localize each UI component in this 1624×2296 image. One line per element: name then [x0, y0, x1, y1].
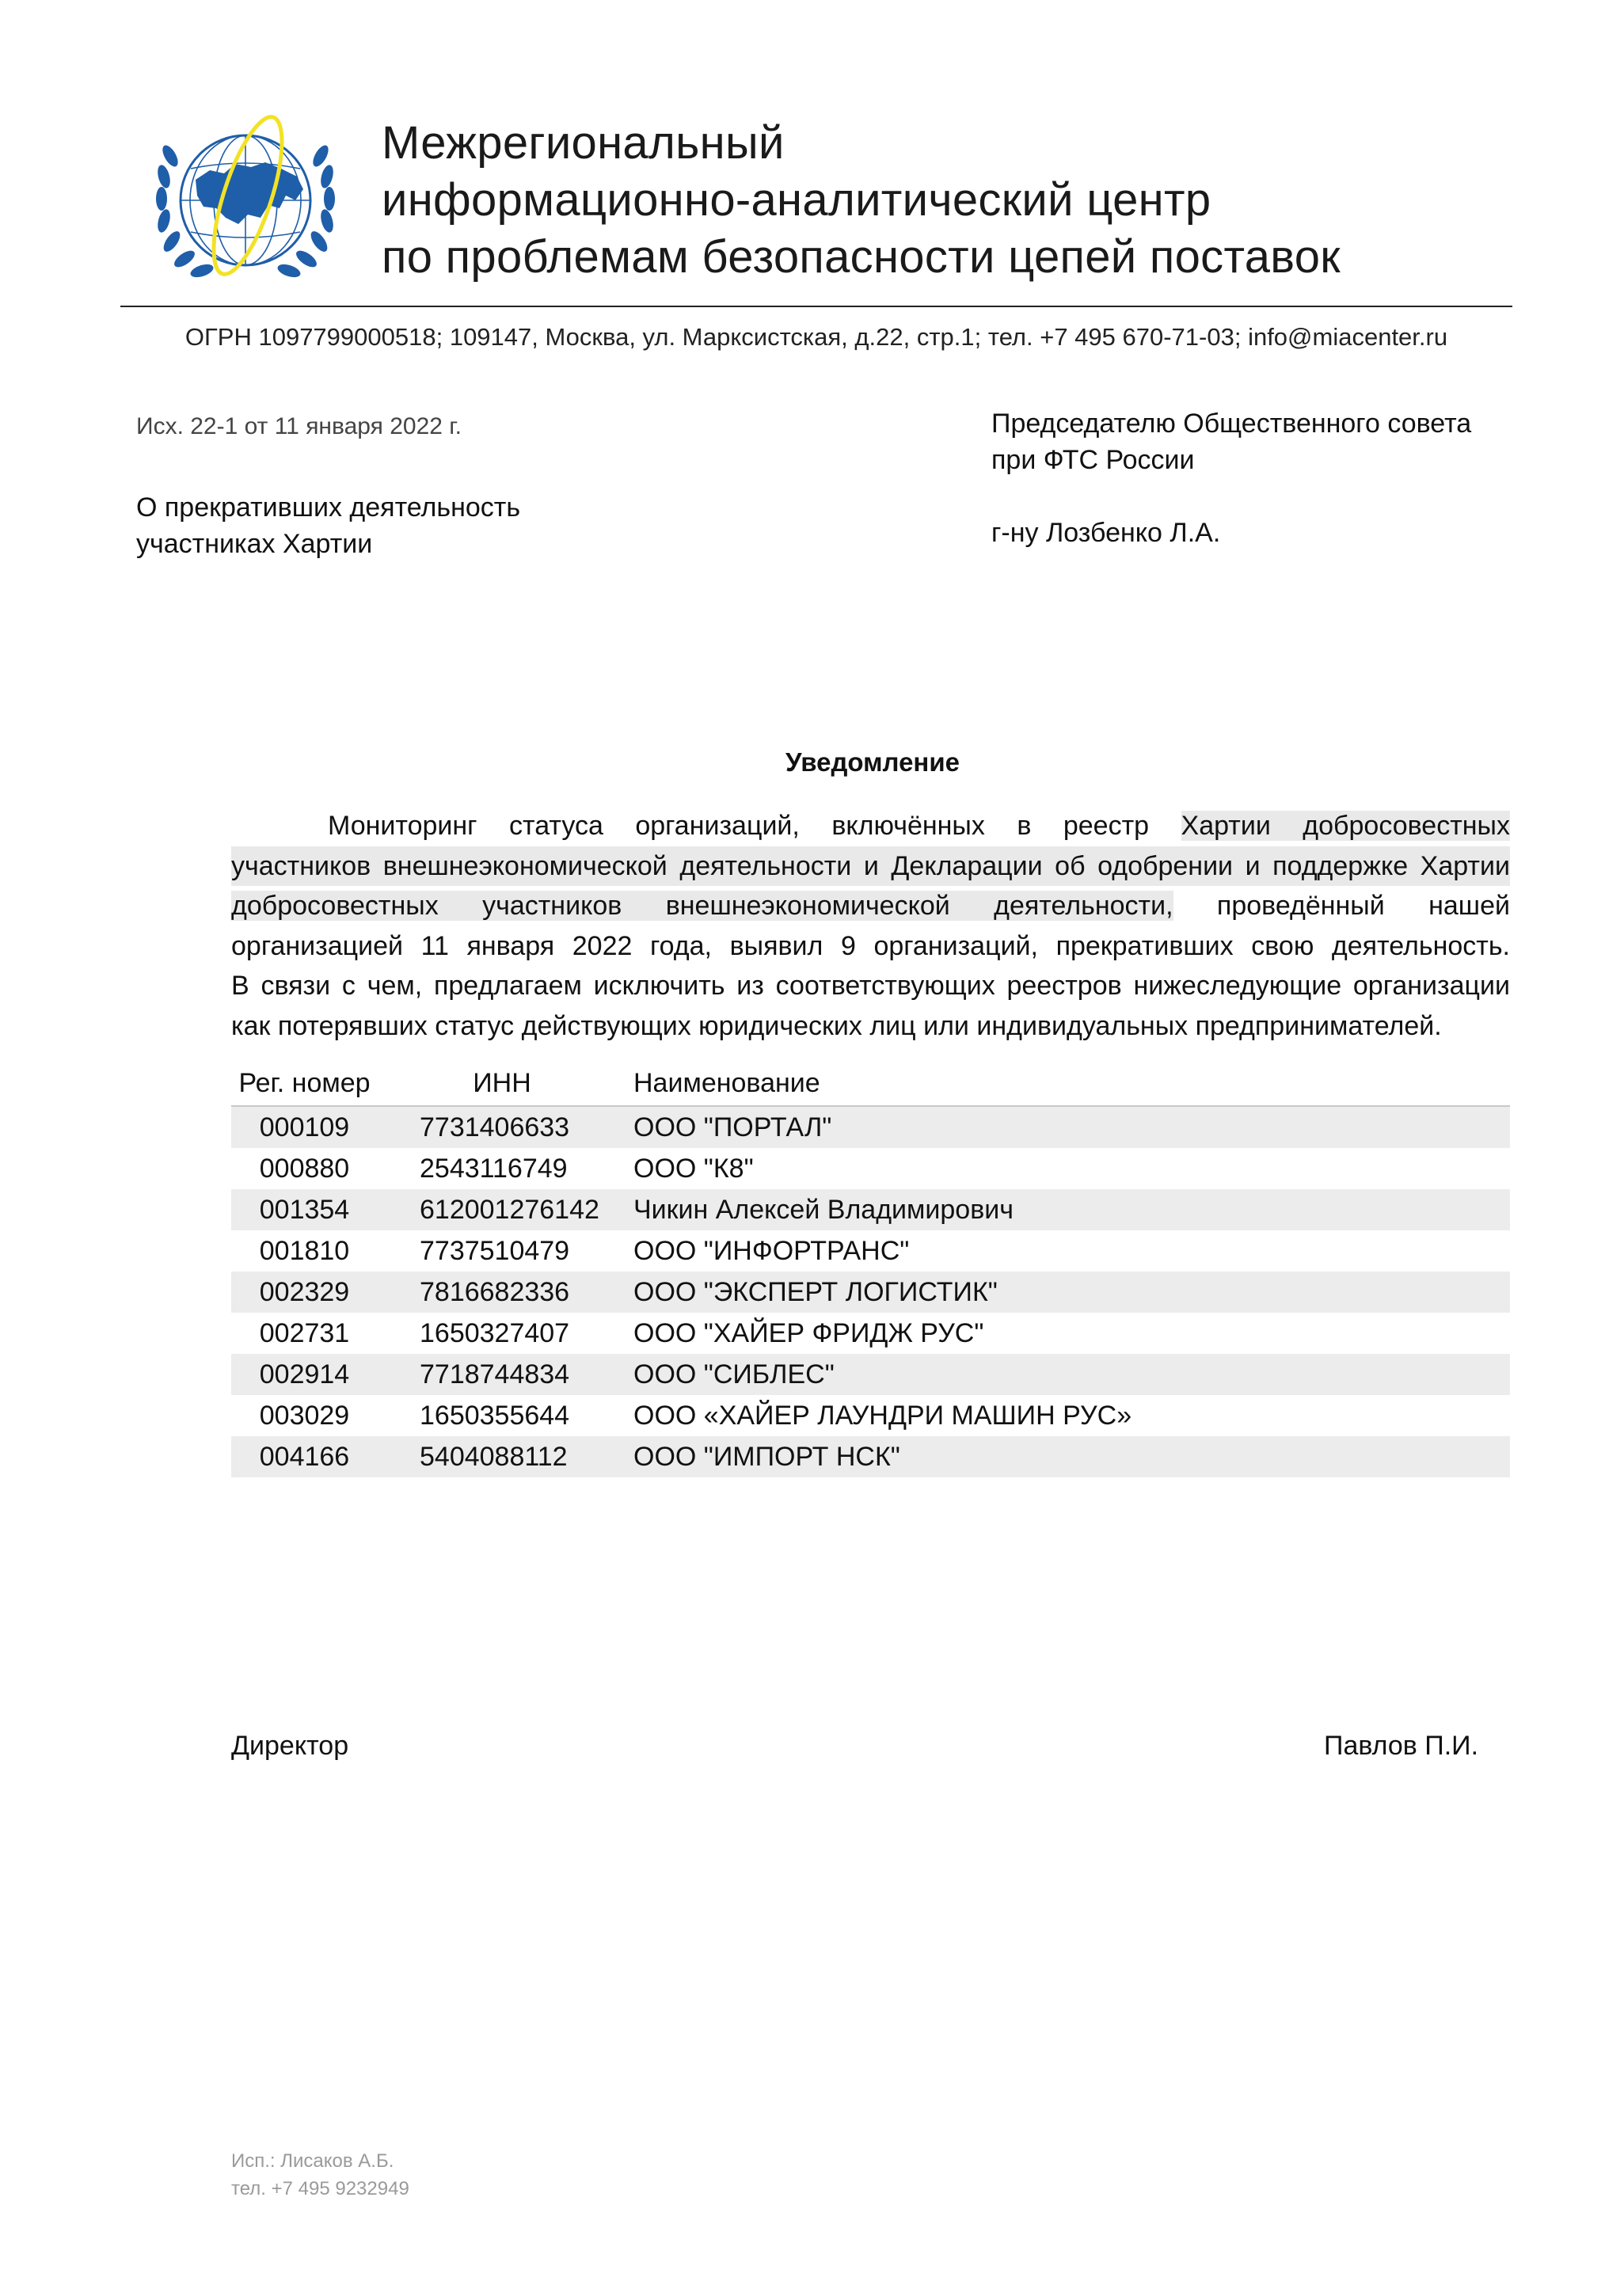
- outgoing-number: Исх. 22-1 от 11 января 2022 г.: [136, 413, 462, 439]
- body-line: участников внешнеэкономической деятельности и Декларации об одобрении и поддержке Хартии: [231, 846, 1510, 887]
- subject-line: участниках Хартии: [136, 529, 373, 559]
- cell-reg-number: 002329: [259, 1277, 350, 1307]
- executor-name: Исп.: Лисаков А.Б.: [231, 2150, 394, 2172]
- cell-reg-number: 001810: [259, 1236, 350, 1266]
- cell-name: Чикин Алексей Владимирович: [633, 1195, 1014, 1225]
- table-header-row: [231, 1061, 1510, 1107]
- body-line: [231, 886, 1510, 926]
- cell-inn: 7731406633: [420, 1112, 570, 1142]
- addressee-line: Председателю Общественного совета: [991, 409, 1472, 439]
- org-name-line-3: по проблемам безопасности цепей поставок: [382, 231, 1341, 283]
- executor-footer: [231, 2147, 409, 2203]
- cell-name: ООО "ИМПОРТ НСК": [633, 1442, 900, 1472]
- header-divider: [120, 306, 1512, 307]
- cell-name: ООО "ПОРТАЛ": [633, 1112, 832, 1142]
- table-row: [231, 1272, 1510, 1313]
- cell-name: ООО "ХАЙЕР ФРИДЖ РУС": [633, 1318, 984, 1348]
- cell-inn: 1650355644: [420, 1401, 570, 1431]
- header-inn: ИНН: [473, 1068, 531, 1098]
- cell-reg-number: 001354: [259, 1195, 350, 1225]
- header-reg-number: Рег. номер: [238, 1068, 371, 1098]
- signatory-role: Директор: [231, 1731, 349, 1761]
- cell-reg-number: 004166: [259, 1442, 350, 1472]
- cell-inn: 7737510479: [420, 1236, 570, 1266]
- notice-body: [231, 806, 1510, 1046]
- body-line: В связи с чем, предлагаем исключить из соответствующих реестров нижеследующие организации: [231, 971, 1510, 1001]
- letter-subject: [136, 489, 520, 562]
- cell-inn: 612001276142: [420, 1195, 599, 1225]
- cell-inn: 5404088112: [420, 1442, 568, 1472]
- globe-laurel-emblem-icon: [146, 107, 344, 289]
- body-text-highlight: добросовестных участников внешнеэкономической деятельности,: [231, 891, 1173, 921]
- table-row: [231, 1436, 1510, 1477]
- cell-reg-number: 002731: [259, 1318, 350, 1348]
- table-row: [231, 1313, 1510, 1354]
- cell-name: ООО "СИБЛЕС": [633, 1359, 835, 1389]
- cell-inn: 1650327407: [420, 1318, 570, 1348]
- addressee-name: г-ну Лозбенко Л.А.: [991, 518, 1221, 548]
- body-text-segment: проведённый нашей: [1173, 891, 1510, 921]
- cell-name: ООО "ИНФОРТРАНС": [633, 1236, 910, 1266]
- organizations-table: [231, 1061, 1510, 1477]
- body-text-highlight: Хартии добросовестных: [1181, 811, 1510, 841]
- org-requisites: ОГРН 1097799000518; 109147, Москва, ул. Марксистская, д.22, стр.1; тел. +7 495 670-71-03; info@miacenter.ru: [184, 323, 1448, 351]
- cell-name: ООО "ЭКСПЕРТ ЛОГИСТИК": [633, 1277, 998, 1307]
- cell-reg-number: 002914: [259, 1359, 350, 1389]
- table-row: [231, 1395, 1510, 1436]
- cell-inn: 7816682336: [420, 1277, 570, 1307]
- org-name-line-1: Межрегиональный: [382, 117, 785, 169]
- executor-phone: тел. +7 495 9232949: [231, 2178, 409, 2199]
- cell-inn: 7718744834: [420, 1359, 570, 1389]
- addressee-block: [991, 405, 1471, 551]
- header-name: Наименование: [633, 1068, 820, 1098]
- signatory-name: Павлов П.И.: [1324, 1731, 1479, 1761]
- cell-reg-number: 000109: [259, 1112, 350, 1142]
- body-line: как потерявших статус действующих юридических лиц или индивидуальных предпринимателей.: [231, 1010, 1442, 1041]
- table-row: [231, 1107, 1510, 1148]
- table-row: [231, 1230, 1510, 1272]
- table-row: [231, 1354, 1510, 1395]
- table-row: [231, 1148, 1510, 1189]
- body-line: [231, 806, 1510, 846]
- addressee-line: при ФТС России: [991, 445, 1195, 475]
- cell-name: ООО «ХАЙЕР ЛАУНДРИ МАШИН РУС»: [633, 1401, 1132, 1431]
- body-line: организацией 11 января 2022 года, выявил 9 организаций, прекративших свою деятельность.: [231, 930, 1510, 961]
- org-name-line-2: информационно-аналитический центр: [382, 174, 1211, 226]
- subject-line: О прекративших деятельность: [136, 492, 521, 523]
- body-text-segment: Мониторинг статуса организаций, включённых в реестр: [328, 811, 1181, 841]
- cell-reg-number: 000880: [259, 1154, 350, 1184]
- cell-reg-number: 003029: [259, 1401, 350, 1431]
- cell-inn: 2543116749: [420, 1154, 568, 1184]
- notice-title: Уведомление: [785, 747, 960, 777]
- table-row: [231, 1189, 1510, 1230]
- cell-name: ООО "К8": [633, 1154, 754, 1184]
